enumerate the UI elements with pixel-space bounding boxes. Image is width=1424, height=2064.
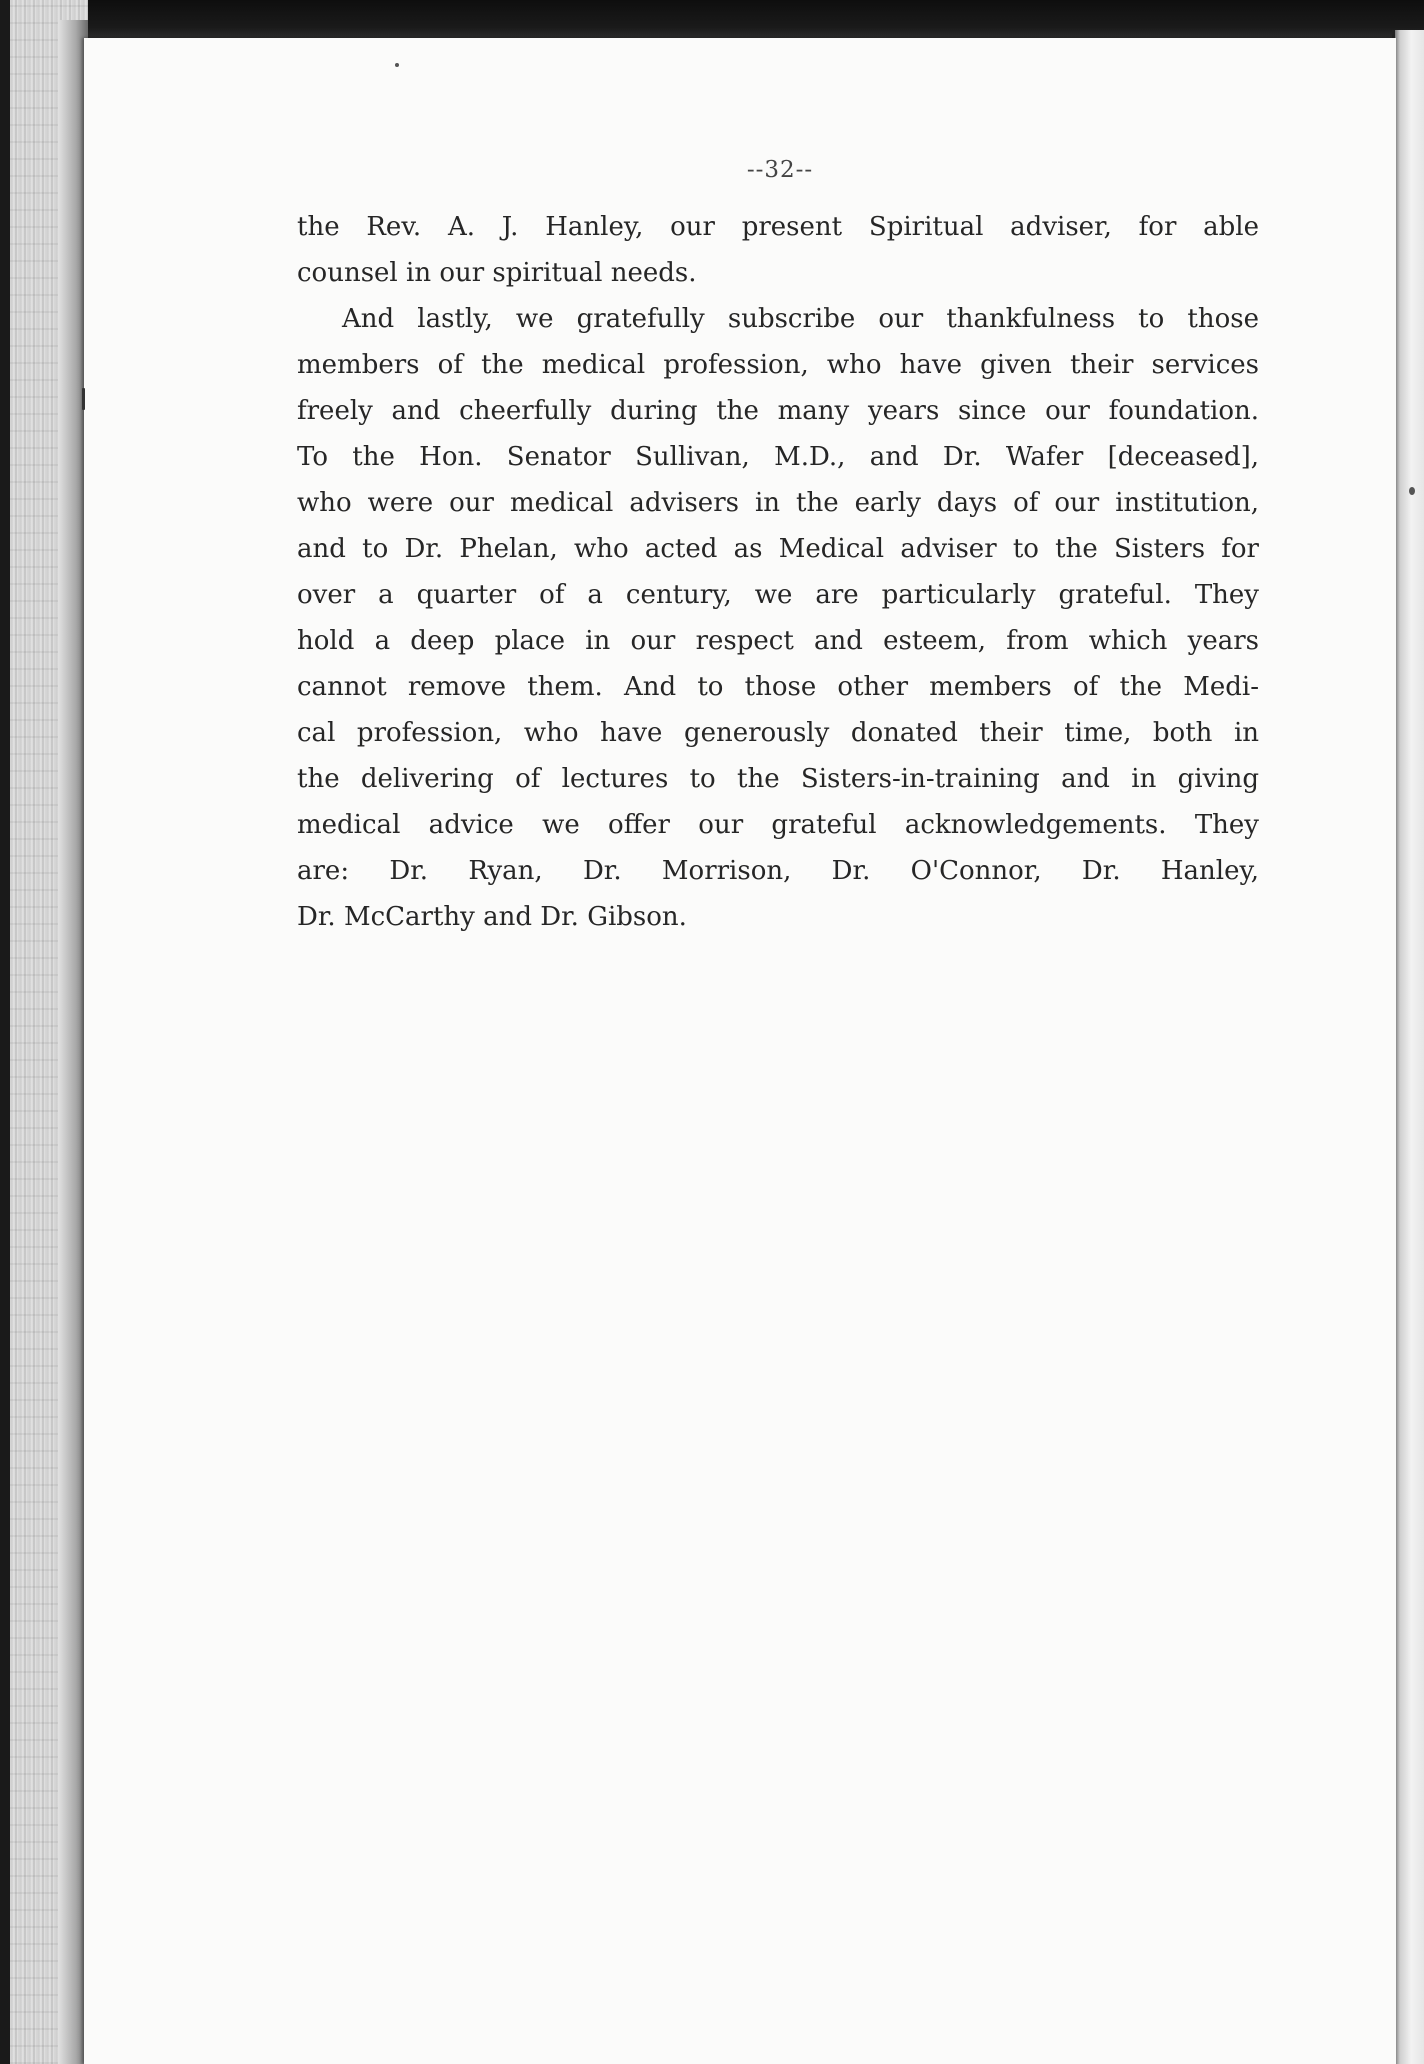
text-line: and to Dr. Phelan, who acted as Medical adviser to the Sisters for xyxy=(297,534,1259,564)
page-number: --32-- xyxy=(746,157,814,183)
text-line: cal profession, who have generously donated their time, both in xyxy=(297,718,1259,748)
text-line: counsel in our spiritual needs. xyxy=(297,258,697,288)
page-right-edge xyxy=(1392,30,1424,2064)
text-line: freely and cheerfully during the many years since our foundation. xyxy=(297,396,1259,426)
scan-speck xyxy=(1409,487,1415,495)
text-line: cannot remove them. And to those other members of the Medi- xyxy=(297,672,1259,702)
scan-speck xyxy=(395,63,399,67)
text-line: And lastly, we gratefully subscribe our thankfulness to those xyxy=(342,304,1259,334)
scan-speck xyxy=(82,388,85,410)
text-line: the delivering of lectures to the Sisters-in-training and in giving xyxy=(297,764,1259,794)
text-line: members of the medical profession, who have given their services xyxy=(297,350,1259,380)
text-line: the Rev. A. J. Hanley, our present Spiritual adviser, for able xyxy=(297,212,1259,242)
text-line: who were our medical advisers in the early days of our institution, xyxy=(297,488,1259,518)
text-line: medical advice we offer our grateful acknowledgements. They xyxy=(297,810,1259,840)
text-line: are: Dr. Ryan, Dr. Morrison, Dr. O'Connor, Dr. Hanley, xyxy=(297,856,1259,886)
page-body-text xyxy=(297,204,1259,940)
text-line: hold a deep place in our respect and esteem, from which years xyxy=(297,626,1259,656)
text-line: over a quarter of a century, we are particularly grateful. They xyxy=(297,580,1259,610)
text-line: To the Hon. Senator Sullivan, M.D., and Dr. Wafer [deceased], xyxy=(297,442,1259,472)
scan-left-border xyxy=(0,0,10,2064)
text-line: Dr. McCarthy and Dr. Gibson. xyxy=(297,902,687,932)
